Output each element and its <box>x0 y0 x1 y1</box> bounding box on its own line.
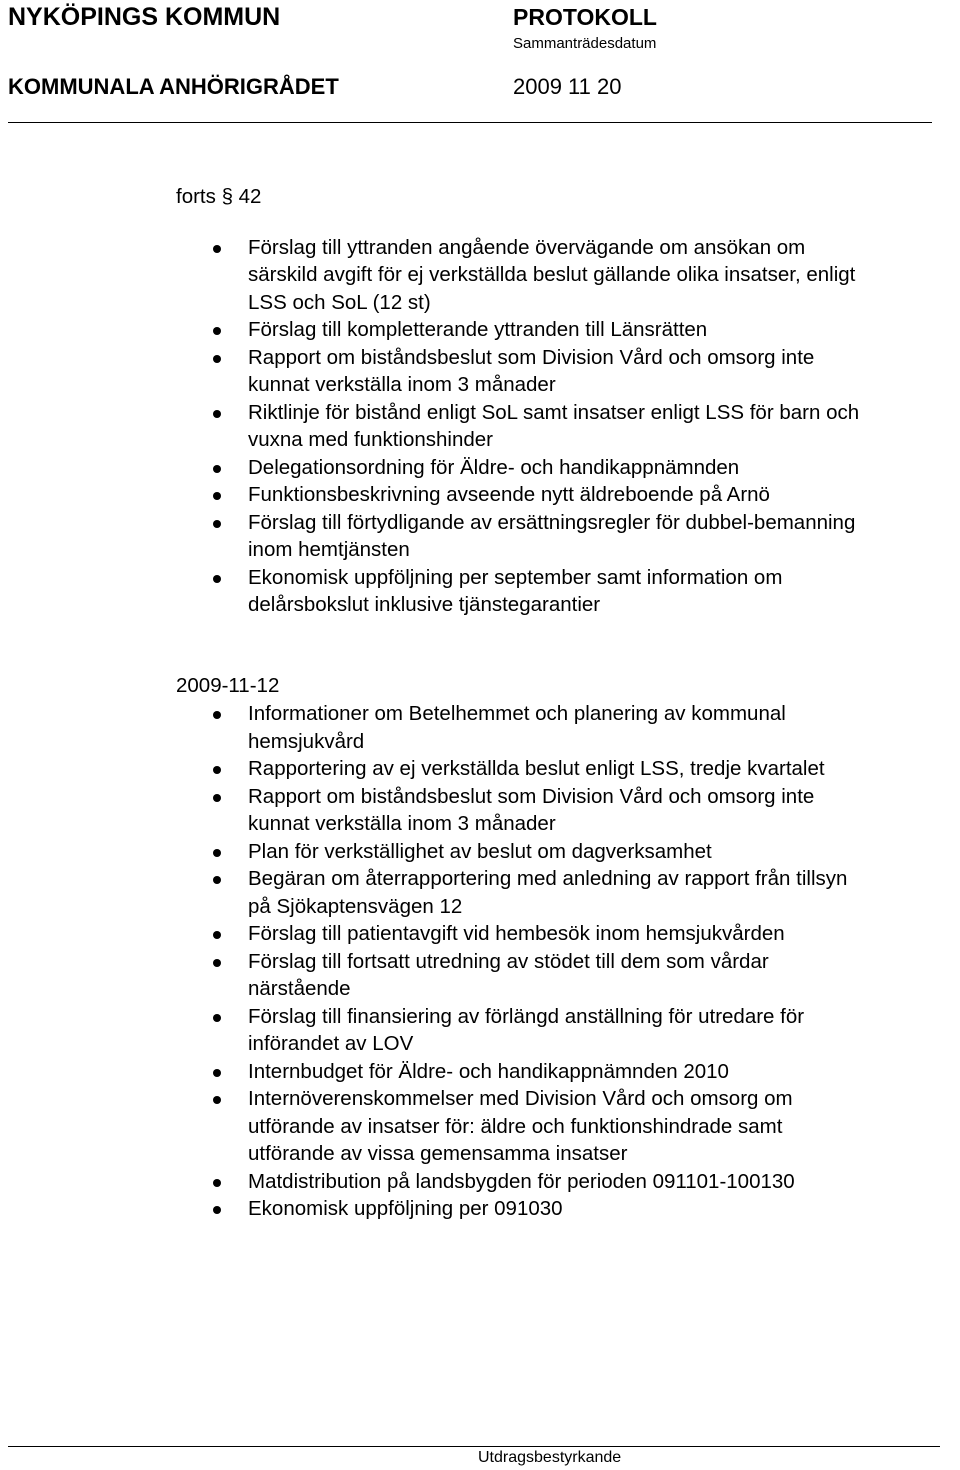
list-item <box>176 1058 960 1086</box>
bullet-icon <box>213 1096 221 1104</box>
document-type: PROTOKOLL <box>513 4 657 30</box>
header-divider <box>8 122 932 123</box>
list-item-text: Matdistribution på landsbygden för perioden 091101-100130 <box>248 1169 795 1193</box>
list-item <box>176 948 960 1003</box>
bullet-icon <box>213 794 221 802</box>
section-continued <box>176 183 960 619</box>
list-item-text: Ekonomisk uppföljning per september samt information om delårsbokslut inklusive tjänstegarantier <box>248 565 783 616</box>
bullet-list <box>176 700 960 1223</box>
list-item <box>176 783 960 838</box>
bullet-icon <box>213 520 221 528</box>
bullet-icon <box>213 1014 221 1022</box>
bullet-icon <box>213 1179 221 1187</box>
list-item <box>176 865 960 920</box>
council-name: KOMMUNALA ANHÖRIGRÅDET <box>8 74 339 99</box>
list-item-text: Plan för verkställighet av beslut om dagverksamhet <box>248 839 712 863</box>
meeting-date-label: Sammanträdesdatum <box>513 35 657 52</box>
footer-attestation-label: Utdragsbestyrkande <box>478 1449 622 1466</box>
bullet-icon <box>213 355 221 363</box>
list-item-text: Delegationsordning för Äldre- och handikappnämnden <box>248 455 740 479</box>
list-item-text: Förslag till yttranden angående övervägande om ansökan om särskild avgift för ej verkställda beslut gällande olika insatser, enligt LSS och SoL (12 st) <box>248 235 856 314</box>
bullet-icon <box>213 575 221 583</box>
bullet-icon <box>213 492 221 500</box>
meeting-date: 2009 11 20 <box>513 74 622 99</box>
list-item-text: Förslag till finansiering av förlängd anställning för utredare för införandet av LOV <box>248 1004 805 1055</box>
list-item <box>176 509 960 564</box>
list-item-text: Förslag till fortsatt utredning av stödet till dem som vårdar närstående <box>248 949 769 1000</box>
list-item <box>176 234 960 317</box>
bullet-icon <box>213 410 221 418</box>
bullet-icon <box>213 1069 221 1077</box>
bullet-icon <box>213 1206 221 1214</box>
list-item <box>176 700 960 755</box>
bullet-icon <box>213 327 221 335</box>
list-item-text: Internbudget för Äldre- och handikappnämnden 2010 <box>248 1059 729 1083</box>
municipality-name: NYKÖPINGS KOMMUN <box>8 3 281 31</box>
list-item-text: Förslag till förtydligande av ersättningsregler för dubbel-bemanning inom hemtjänsten <box>248 510 856 561</box>
list-item-text: Rapport om biståndsbeslut som Division Vård och omsorg inte kunnat verkställa inom 3 månader <box>248 345 815 396</box>
list-item <box>176 1168 960 1196</box>
list-item <box>176 454 960 482</box>
list-item <box>176 1085 960 1168</box>
list-item-text: Funktionsbeskrivning avseende nytt äldreboende på Arnö <box>248 483 770 506</box>
list-item <box>176 344 960 399</box>
list-item <box>176 564 960 619</box>
bullet-icon <box>213 245 221 253</box>
list-item <box>176 481 960 509</box>
list-item-text: Ekonomisk uppföljning per 091030 <box>248 1197 563 1220</box>
bullet-icon <box>213 711 221 719</box>
list-item-text: Förslag till kompletterande yttranden till Länsrätten <box>248 318 708 341</box>
list-item-text: Rapportering av ej verkställda beslut enligt LSS, tredje kvartalet <box>248 757 825 780</box>
document-body <box>176 183 960 1223</box>
bullet-icon <box>213 465 221 473</box>
section-meeting-2009-11-12 <box>176 672 960 1223</box>
bullet-list <box>176 234 960 619</box>
list-item <box>176 838 960 866</box>
list-item <box>176 316 960 344</box>
list-item <box>176 755 960 783</box>
bullet-icon <box>213 931 221 939</box>
list-item <box>176 1195 960 1223</box>
list-item <box>176 399 960 454</box>
bullet-icon <box>213 876 221 884</box>
footer-divider <box>8 1446 940 1447</box>
list-item-text: Informationer om Betelhemmet och planering av kommunal hemsjukvård <box>248 702 786 753</box>
bullet-icon <box>213 766 221 774</box>
bullet-icon <box>213 849 221 857</box>
bullet-icon <box>213 959 221 967</box>
list-item-text: Rapport om biståndsbeslut som Division Vård och omsorg inte kunnat verkställa inom 3 månader <box>248 784 815 835</box>
list-item-text: Förslag till patientavgift vid hembesök inom hemsjukvården <box>248 922 785 945</box>
section-heading: forts § 42 <box>176 185 262 208</box>
list-item-text: Begäran om återrapportering med anledning av rapport från tillsyn på Sjökaptensvägen 12 <box>248 867 848 918</box>
list-item <box>176 1003 960 1058</box>
list-item-text: Internöverenskommelser med Division Vård och omsorg om utförande av insatser för: äldre och funktionshindrade samt utförande av vissa gemensamma insatser <box>248 1087 793 1165</box>
section-heading: 2009-11-12 <box>176 673 280 697</box>
list-item-text: Riktlinje för bistånd enligt SoL samt insatser enligt LSS för barn och vuxna med funktionshinder <box>248 400 860 451</box>
list-item <box>176 920 960 948</box>
